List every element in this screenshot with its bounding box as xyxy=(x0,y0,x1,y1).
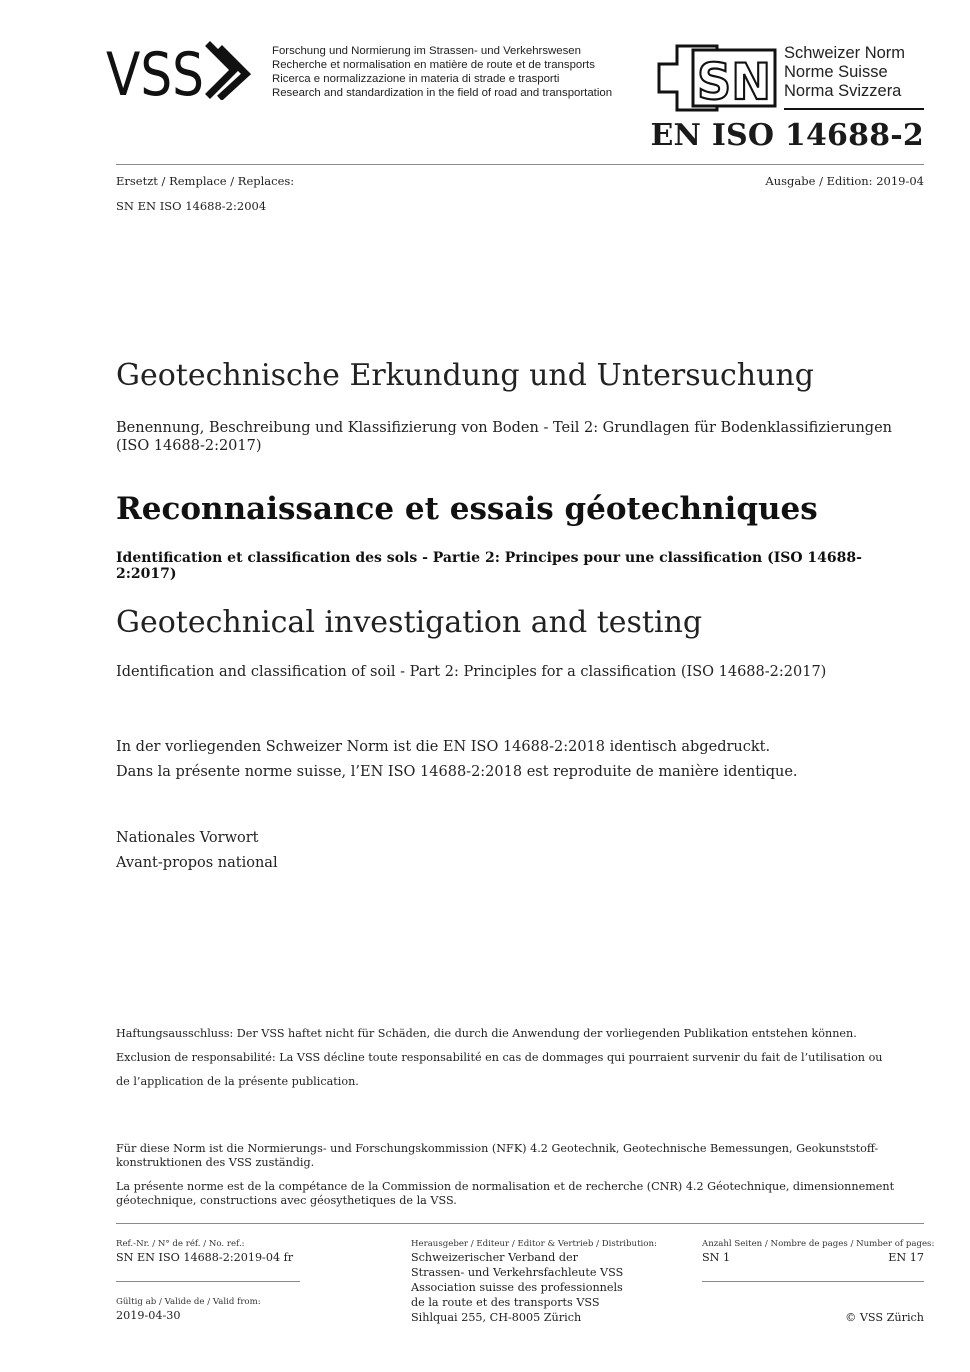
title-en: Geotechnical investigation and testing xyxy=(116,605,703,640)
disclaimer-de: Haftungsausschluss: Der VSS haftet nicht für Schäden, die durch die Anwendung der vorliegenden Publikation entstehen können. xyxy=(116,1027,857,1040)
vss-line-de: Forschung und Normierung im Strassen- und Verkehrswesen xyxy=(272,45,581,57)
publisher-label: Herausgeber / Editeur / Editor & Vertrieb / Distribution: xyxy=(411,1239,657,1249)
edition-label: Ausgabe / Edition: 2019-04 xyxy=(765,174,924,188)
valid-value: 2019-04-30 xyxy=(116,1309,181,1322)
ref-divider xyxy=(116,1281,300,1282)
vss-line-it: Ricerca e normalizzazione in materia di strade e trasporti xyxy=(272,73,560,85)
pages-sn: SN 1 xyxy=(702,1251,731,1264)
foreword-fr: Avant-propos national xyxy=(116,855,278,871)
disclaimer xyxy=(116,1022,916,1094)
responsibility-de xyxy=(116,1142,916,1170)
ref-label: Ref.-Nr. / N° de réf. / No. ref.: xyxy=(116,1239,245,1249)
sn-norm-lines xyxy=(784,44,934,101)
national-foreword xyxy=(116,826,278,876)
identical-note-fr: Dans la présente norme suisse, l’EN ISO 14688-2:2018 est reproduite de manière identique. xyxy=(116,764,798,780)
identical-note xyxy=(116,735,916,785)
sn-line-it: Norma Svizzera xyxy=(784,82,902,100)
subtitle-fr: Identification et classification des sols - Partie 2: Principes pour une classification (ISO 14688-2:2017) xyxy=(116,550,862,582)
ref-value: SN EN ISO 14688-2:2019-04 fr xyxy=(116,1251,294,1264)
responsibility-de-line1: Für diese Norm ist die Normierungs- und Forschungskommission (NFK) 4.2 Geotechnik, Geotechnische Bemessungen, Geokunststoff- xyxy=(116,1142,879,1155)
sn-norm-underline xyxy=(784,108,924,110)
subtitle-de: Benennung, Beschreibung und Klassifizierung von Boden - Teil 2: Grundlagen für Bodenklassifizierungen (ISO 14688-2:2017) xyxy=(116,420,893,454)
pages-divider xyxy=(702,1281,924,1282)
pages-en: EN 17 xyxy=(888,1251,924,1264)
publisher-address xyxy=(411,1250,623,1325)
vss-organisation-lines xyxy=(272,44,642,100)
sn-logo-text: SN xyxy=(697,53,771,111)
title-de: Geotechnische Erkundung und Untersuchung xyxy=(116,358,814,393)
replaces-value: SN EN ISO 14688-2:2004 xyxy=(116,199,267,213)
vss-line-en: Research and standardization in the field of road and transportation xyxy=(272,87,613,99)
pages-label: Anzahl Seiten / Nombre de pages / Number of pages: xyxy=(702,1239,935,1249)
standard-number: EN ISO 14688-2 xyxy=(650,118,924,153)
sn-logo xyxy=(657,44,779,112)
sn-cross-logo-icon xyxy=(657,44,779,112)
responsibility-fr-line2: géotechnique, constructions avec géosythetiques de la VSS. xyxy=(116,1194,457,1207)
valid-label: Gültig ab / Valide de / Valid from: xyxy=(116,1297,261,1307)
publisher-line: Sihlquai 255, CH-8005 Zürich xyxy=(411,1311,582,1324)
publisher-line: Strassen- und Verkehrsfachleute VSS xyxy=(411,1266,624,1279)
subtitle-en: Identification and classification of soil - Part 2: Principles for a classification (ISO 14688-2:2017) xyxy=(116,664,827,680)
sn-line-fr: Norme Suisse xyxy=(784,63,888,81)
disclaimer-fr-line1: Exclusion de responsabilité: La VSS décline toute responsabilité en cas de dommages qui pourraient survenir du fait de l’utilisation ou xyxy=(116,1051,883,1064)
responsibility-de-line2: konstruktionen des VSS zuständig. xyxy=(116,1156,315,1169)
footer-divider xyxy=(116,1223,924,1224)
responsibility-fr xyxy=(116,1180,916,1208)
vss-logo-mark xyxy=(106,40,266,100)
title-fr: Reconnaissance et essais géotechniques xyxy=(116,491,818,527)
vss-logo-text: VSS xyxy=(106,40,204,100)
publisher-line: de la route et des transports VSS xyxy=(411,1296,600,1309)
copyright: © VSS Zürich xyxy=(845,1311,924,1324)
responsibility-fr-line1: La présente norme est de la compétance de la Commission de normalisation et de recherche (CNR) 4.2 Géotechnique, dimensionnement xyxy=(116,1180,895,1193)
header-divider xyxy=(116,164,924,165)
identical-note-de: In der vorliegenden Schweizer Norm ist die EN ISO 14688-2:2018 identisch abgedruckt. xyxy=(116,739,771,755)
sn-line-de: Schweizer Norm xyxy=(784,44,906,62)
foreword-de: Nationales Vorwort xyxy=(116,830,259,846)
publisher-line: Association suisse des professionnels xyxy=(411,1281,623,1294)
publisher-line: Schweizerischer Verband der xyxy=(411,1251,578,1264)
replaces-label: Ersetzt / Remplace / Replaces: xyxy=(116,174,295,188)
vss-logo xyxy=(106,40,266,100)
vss-line-fr: Recherche et normalisation en matière de route et de transports xyxy=(272,59,595,71)
disclaimer-fr-line2: de l’application de la présente publication. xyxy=(116,1075,359,1088)
